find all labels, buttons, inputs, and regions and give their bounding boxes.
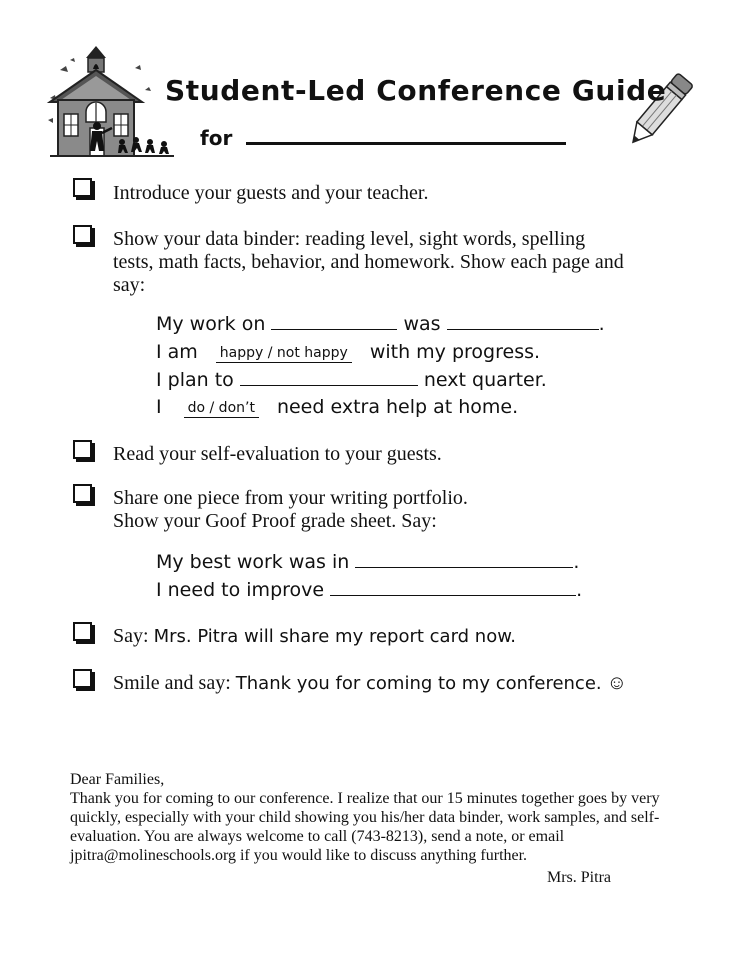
blank-line[interactable] <box>355 551 573 568</box>
script-text: was <box>403 313 441 335</box>
letter-greeting: Dear Families, <box>70 771 165 788</box>
blank-line[interactable] <box>447 313 599 330</box>
script-text: with my progress. <box>369 341 541 363</box>
happy-option[interactable]: happy / not happy <box>216 345 352 363</box>
script-text: My work on <box>156 313 266 335</box>
script-line-i-am <box>156 341 540 363</box>
script-line-help <box>156 396 518 418</box>
step-report-card <box>113 625 516 648</box>
do-option[interactable]: do / don’t <box>184 400 259 418</box>
checkbox-icon[interactable] <box>73 440 92 459</box>
for-label: for <box>200 126 233 150</box>
step-quote: Mrs. Pitra will share my report card now. <box>153 626 517 647</box>
script-text: . <box>576 579 583 601</box>
letter-signature: Mrs. Pitra <box>547 869 611 886</box>
student-name-blank[interactable] <box>246 128 566 145</box>
checkbox-icon[interactable] <box>73 178 92 197</box>
schoolhouse-icon <box>40 40 180 160</box>
blank-line[interactable] <box>240 369 418 386</box>
step-label: Say: <box>113 625 149 647</box>
checkbox-icon[interactable] <box>73 669 92 688</box>
script-line-plan-to <box>156 369 547 391</box>
step-line: Show your Goof Proof grade sheet. Say: <box>113 510 437 532</box>
step-portfolio <box>113 487 468 533</box>
script-text: I <box>156 396 162 418</box>
step-data-binder <box>113 228 624 297</box>
script-line-best-work <box>156 551 579 573</box>
script-text: next quarter. <box>423 369 547 391</box>
blank-line[interactable] <box>271 313 397 330</box>
step-self-evaluation: Read your self-evaluation to your guests. <box>113 443 442 465</box>
script-text: . <box>573 551 580 573</box>
letter-body: Thank you for coming to our conference. I realize that our 15 minutes together goes by very quickly, especially with your child showing you his/her data binder, work samples, and self-evaluation. You are always welcome to call (743-8213), send a note, or email jpitra@molineschools.org if you would like to discuss anything further. <box>70 790 660 864</box>
checkbox-icon[interactable] <box>73 484 92 503</box>
checkbox-icon[interactable] <box>73 622 92 641</box>
step-introduce: Introduce your guests and your teacher. <box>113 182 429 204</box>
script-text: My best work was in <box>156 551 350 573</box>
blank-line[interactable] <box>330 579 576 596</box>
script-text: I plan to <box>156 369 234 391</box>
step-line: say: <box>113 274 146 296</box>
smiley-icon: ☺ <box>606 672 628 694</box>
student-name-line <box>200 126 566 150</box>
script-text: I need to improve <box>156 579 325 601</box>
script-line-work-on <box>156 313 605 335</box>
script-text: need extra help at home. <box>276 396 519 418</box>
family-letter <box>70 770 670 865</box>
step-line: Share one piece from your writing portfolio. <box>113 487 468 509</box>
page-title: Student-Led Conference Guide <box>165 74 667 107</box>
step-line: tests, math facts, behavior, and homework. Show each page and <box>113 251 624 273</box>
script-text: I am <box>156 341 198 363</box>
step-quote: Thank you for coming to my conference. <box>235 673 602 694</box>
step-smile <box>113 672 627 695</box>
step-line: Show your data binder: reading level, sight words, spelling <box>113 228 586 250</box>
script-text: . <box>598 313 605 335</box>
checkbox-icon[interactable] <box>73 225 92 244</box>
step-label: Smile and say: <box>113 672 231 694</box>
script-line-improve <box>156 579 582 601</box>
